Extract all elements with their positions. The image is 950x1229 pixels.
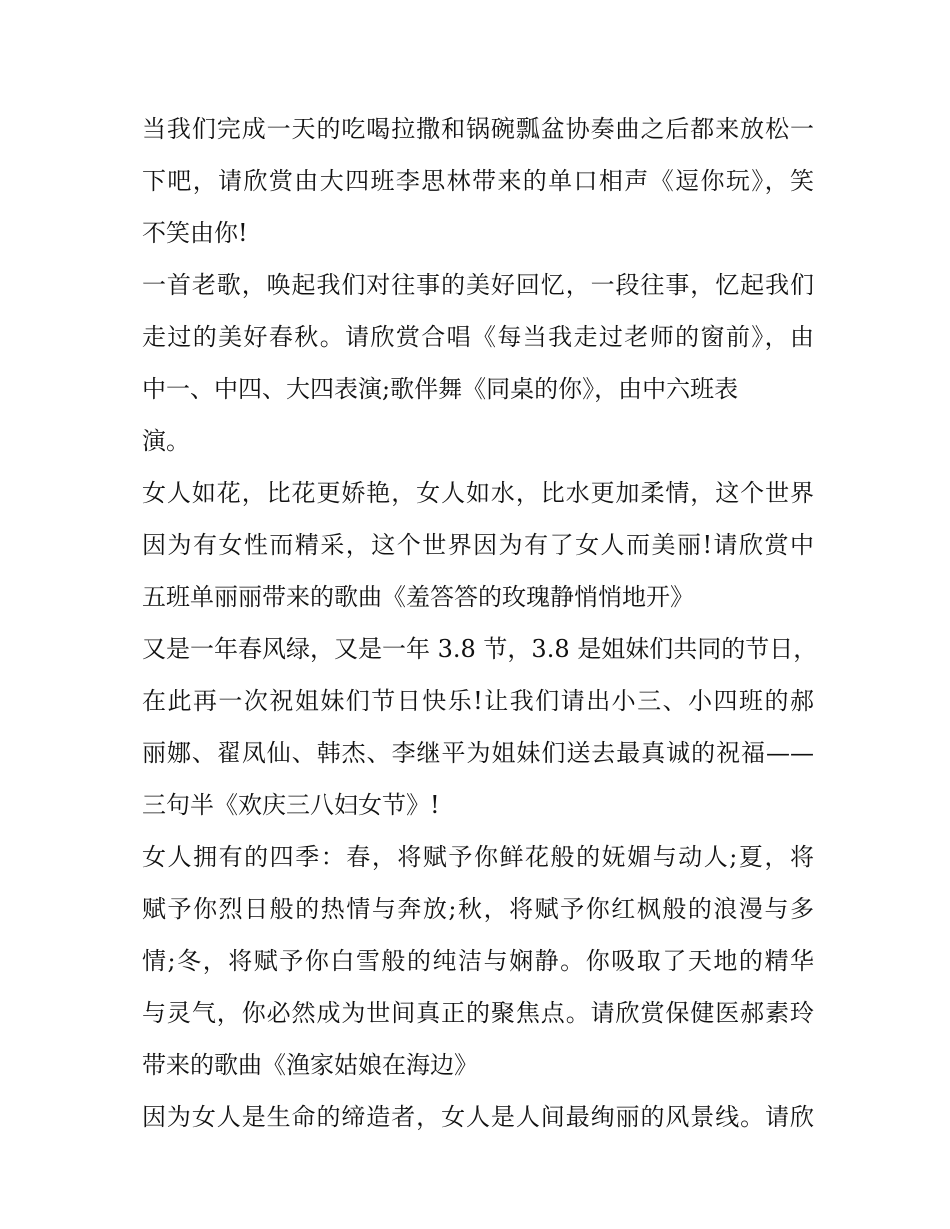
text-line: 不笑由你! [142, 219, 248, 247]
text-line: 与灵气，你必然成为世间真正的聚焦点。请欣赏保健医郝素玲 [142, 999, 814, 1027]
text-line: 在此再一次祝姐妹们节日快乐!让我们请出小三、小四班的郝 [142, 687, 814, 715]
text-line: 演。 [142, 427, 190, 455]
text-line: 情;冬，将赋予你白雪般的纯洁与娴静。你吸取了天地的精华 [142, 947, 814, 975]
text-line: 中一、中四、大四表演;歌伴舞《同桌的你》，由中六班表 [142, 375, 739, 403]
text-line: 一首老歌，唤起我们对往事的美好回忆，一段往事，忆起我们 [142, 271, 814, 299]
text-line: 三句半《欢庆三八妇女节》! [142, 791, 440, 819]
text-line: 五班单丽丽带来的歌曲《羞答答的玫瑰静悄悄地开》 [142, 583, 694, 611]
text-line: 带来的歌曲《渔家姑娘在海边》 [142, 1051, 478, 1079]
text-line: 走过的美好春秋。请欣赏合唱《每当我走过老师的窗前》，由 [142, 323, 814, 351]
text-line: 丽娜、翟凤仙、韩杰、李继平为姐妹们送去最真诚的祝福—— [142, 739, 814, 767]
text-line: 因为女人是生命的缔造者，女人是人间最绚丽的风景线。请欣 [142, 1103, 814, 1131]
text-line: 因为有女性而精采，这个世界因为有了女人而美丽!请欣赏中 [142, 531, 814, 559]
text-line: 又是一年春风绿，又是一年 3.8 节，3.8 是姐妹们共同的节日， [142, 635, 818, 663]
text-line: 赋予你烈日般的热情与奔放;秋，将赋予你红枫般的浪漫与多 [142, 895, 814, 923]
text-line: 当我们完成一天的吃喝拉撒和锅碗瓢盆协奏曲之后都来放松一 [142, 115, 814, 143]
document-body [142, 103, 818, 1143]
text-line: 女人拥有的四季：春，将赋予你鲜花般的妩媚与动人;夏，将 [142, 843, 814, 871]
text-line: 女人如花，比花更娇艳，女人如水，比水更加柔情，这个世界 [142, 479, 814, 507]
text-line: 下吧，请欣赏由大四班李思林带来的单口相声《逗你玩》，笑 [142, 167, 814, 195]
